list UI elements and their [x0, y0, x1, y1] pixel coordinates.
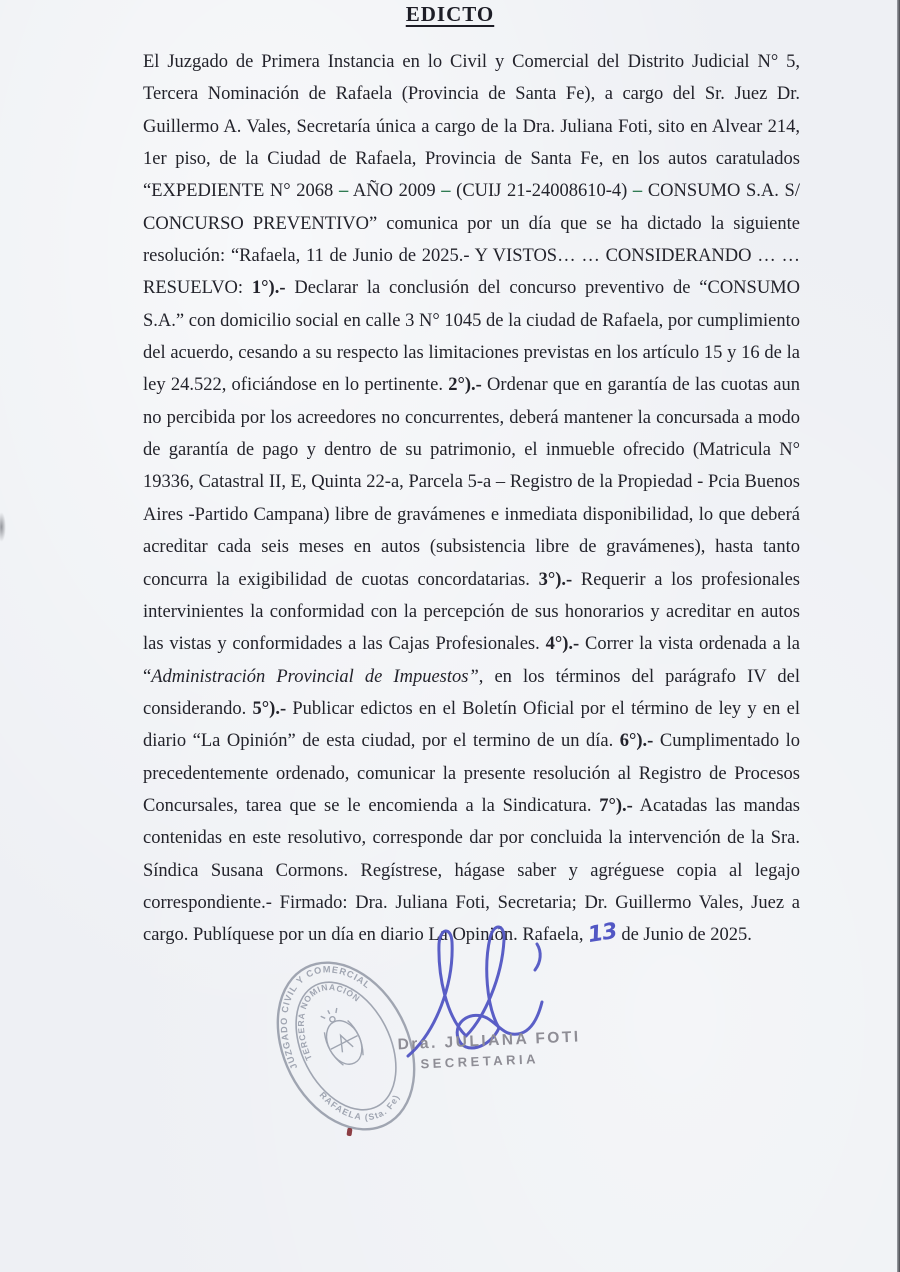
body-text-segment: 5°).-	[252, 698, 287, 719]
body-text-segment: 3°).-	[538, 569, 573, 590]
body-text-segment: –	[441, 181, 451, 202]
document-title: EDICTO	[405, 2, 495, 26]
body-text-segment: 2°).-	[448, 375, 482, 396]
body-text-segment: Requerir a los profesionales intervinientes la conformidad con la percepción de sus honorarios y acreditar en autos las vistas y conformidades a las Cajas Profesionales.	[143, 569, 800, 655]
edict-body-paragraph	[143, 46, 800, 952]
signer-name: Dra. JULIANA FOTI	[397, 1028, 582, 1054]
body-text-segment: Acatadas las mandas contenidas en este resolutivo, corresponde dar por concluida la intervención de la Sra. Síndica Susana Cormons. Regístrese, hágase saber y agréguese copia al legajo correspondiente.- Firmado: Dra. Juliana Foti, Secretaria; Dr. Guillermo Vales, Juez a cargo. Publíquese por un día en diario La Opinión. Rafaela,	[143, 795, 800, 946]
scan-smudge	[0, 512, 6, 542]
body-text-segment: –	[632, 181, 643, 202]
body-text-segment: 13	[586, 919, 619, 949]
signer-title: SECRETARIA	[420, 1051, 540, 1072]
body-text-segment: 1°).-	[251, 278, 286, 299]
body-text-segment: 7°).-	[599, 795, 633, 816]
body-text-segment: AÑO 2009	[348, 181, 442, 202]
seal-bottom-text: RAFAELA (Sta. Fe)	[317, 1089, 402, 1123]
body-text-segment: Correr la vista ordenada a la “	[143, 634, 800, 687]
body-text-segment: de Junio de 2025.	[616, 925, 752, 946]
seal-outer-text: JUZGADO CIVIL Y COMERCIAL	[278, 964, 373, 1071]
body-text-segment: CONSUMO S.A. S/ CONCURSO PREVENTIVO” comunica por un día que se ha dictado la siguiente resolución: “Rafaela, 11 de Junio de 2025.- Y VISTOS… … CONSIDERANDO … … RESUELVO:	[143, 181, 800, 299]
seal-inner-text: TERCERA NOMINACIÓN	[295, 981, 363, 1062]
body-text-segment: Declarar la conclusión del concurso preventivo de “CONSUMO S.A.” con domicilio social en calle 3 N° 1045 de la ciudad de Rafaela, por cumplimiento del acuerdo, cesando a su respecto las limitaciones previstas en los artículo 15 y 16 de la ley 24.522, oficiándose en lo pertinente.	[143, 278, 800, 396]
body-text-segment: El Juzgado de Primera Instancia en lo Civil y Comercial del Distrito Judicial N° 5, Tercera Nominación de Rafaela (Provincia de Santa Fe), a cargo del Sr. Juez Dr. Guillermo A. Vales, Secretaría única a cargo de la Dra. Juliana Foti, sito en Alvear 214, 1er piso, de la Ciudad de Rafaela, Provincia de Santa Fe, en los autos caratulados “EXPEDIENTE N° 2068	[143, 52, 800, 202]
svg-text:JUZGADO CIVIL Y COMERCIAL	[256, 946, 391, 1071]
body-text-segment: 4°).-	[545, 634, 580, 655]
signature-stroke	[466, 927, 504, 1036]
body-text-segment: Administración Provincial de Impuestos”	[151, 666, 479, 687]
body-text-segment: –	[338, 181, 349, 202]
body-text-segment: (CUIJ 21-24008610-4)	[450, 181, 633, 202]
body-text-segment: 6°).-	[619, 731, 654, 752]
body-text-segment: Publicar edictos en el Boletín Oficial por el término de ley y en el diario “La Opinión” de esta ciudad, por el termino de un día.	[143, 698, 800, 752]
coat-of-arms	[314, 1003, 369, 1070]
signature-stroke	[535, 944, 540, 970]
body-text-segment: Ordenar que en garantía de las cuotas aun no percibida por los acreedores no concurrentes, deberá mantener la concursada a modo de garantía de pago y dentro de su patrimonio, el inmueble ofrecido (Matricula N° 19336, Catastral II, E, Quinta 22-a, Parcela 5-a – Registro de la Propiedad - Pcia Buenos Aires -Partido Campana) libre de gravámenes e inmediata disponibilidad, lo que deberá acreditar cada seis meses en autos (subsistencia libre de gravámenes), hasta tanto concurra la exigibilidad de cuotas concordatarias.	[143, 375, 800, 590]
body-text-segment: Cumplimentado lo precedentemente ordenado, comunicar la presente resolución al Registro de Procesos Concursales, tarea que se le encomienda a la Sindicatura.	[143, 731, 800, 816]
body-text-segment: , en los términos del parágrafo IV del considerando.	[143, 666, 800, 719]
